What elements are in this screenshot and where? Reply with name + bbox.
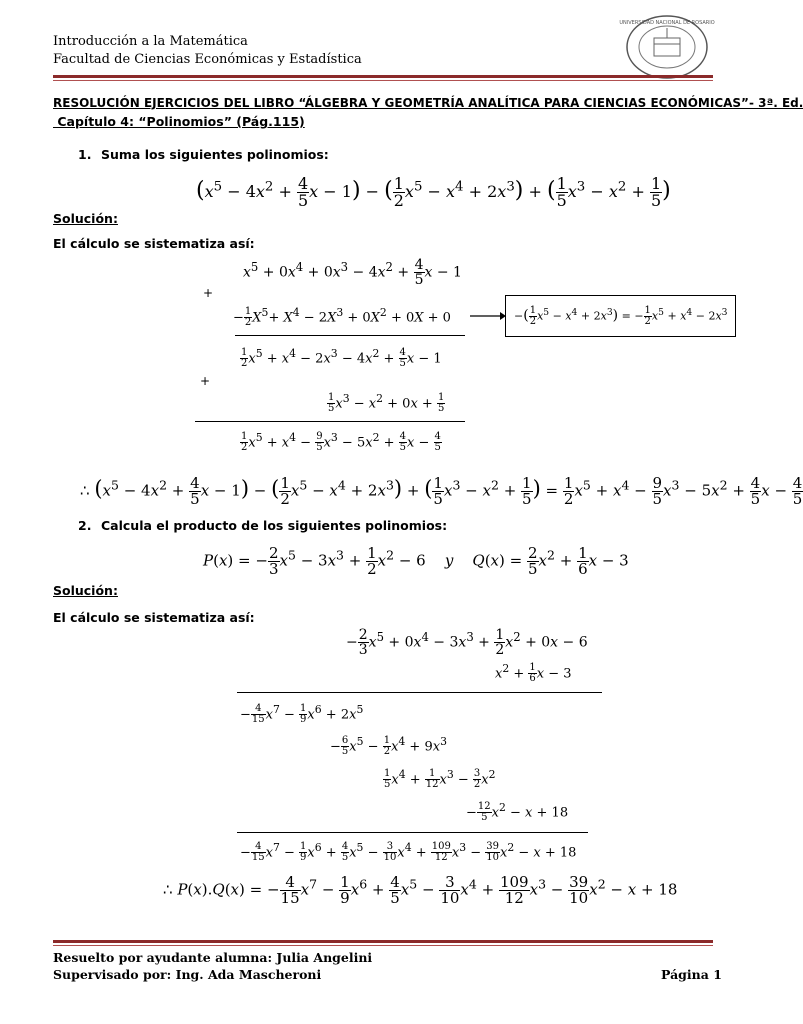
ex1-row3: $\frac{1}{2}$ $x^5 + x^4 - 2x^3 - 4x^2$ + $\frac{4}{5}$ x − 1: [241, 347, 442, 370]
ex2-number: 2.: [78, 518, 92, 533]
ex1-prompt: Suma los siguientes polinomios:: [101, 147, 329, 162]
seal-text: UNIVERSIDAD NACIONAL DE ROSARIO: [619, 20, 715, 26]
ex1-statement: ($x^5 - 4x^2$ + $\frac{4}{5}$ x − 1) − ( $\frac{1}{2}$ $x^5 - x^4 + 2x^3$) + ( $\frac{1}{5}$ $x^3 - x^2$ + $\frac{1}{5}$ ): [196, 174, 671, 210]
footer-author: Resuelto por ayudante alumna: Julia Angelini: [53, 950, 373, 965]
ex1-therefore: ∴: [80, 481, 90, 500]
ex2-row1: − $\frac{2}{3}$ $x^5 + 0x^4 - 3x^3$ + $\frac{1}{2}$ $x^2 + 0x - 6$: [346, 627, 588, 658]
ex2-product-line-2: [237, 832, 588, 833]
ex1-final-result: ∴ ($x^5 - 4x^2$ + $\frac{4}{5}$ x − 1) − ( $\frac{1}{2}$ $x^5 - x^4 + 2x^3$) + ( $\frac{1}{5}$ $x^3 - x^2$ + $\frac{1}{5}$ ) = $\frac{1}{2}$ $x^5 + x^4$ − $\frac{9}{5}$ $x^3 - 5x^2$ + $\frac{4}{5}$ x − $\frac{4}{5}$: [80, 474, 803, 508]
ex2-partial-2: − $\frac{6}{5}$ $x^5$ − $\frac{1}{2}$ $x^4 + 9x^3$: [330, 735, 447, 758]
ex2-prompt: Calcula el producto de los siguientes polinomios:: [101, 518, 448, 533]
ex2-product-line-1: [237, 692, 602, 693]
ex2-row2: $x^2$ + $\frac{1}{6}$ x − 3: [495, 662, 572, 685]
ex1-plus-2: +: [200, 374, 211, 388]
ex1-result-row: $\frac{1}{2}$ $x^5 + x^4$ − $\frac{9}{5}$ $x^3 - 5x^2$ + $\frac{4}{5}$ x − $\frac{4}{5}$: [241, 431, 441, 454]
page-number: Página 1: [661, 967, 722, 982]
ex1-sign-note: −( $\frac{1}{2}$ $x^5 - x^4 + 2x^3$) = − $\frac{1}{2}$ $x^5 + x^4 - 2x^3$: [514, 305, 728, 327]
ex1-sum-line-2: [195, 421, 465, 422]
ex2-and-word: y: [444, 551, 454, 570]
ex2-statement: P(x) = − $\frac{2}{3}$ $x^5 - 3x^3$ + $\frac{1}{2}$ $x^2 - 6$ y Q(x) = $\frac{2}{5}$ $x^2$ + $\frac{1}{6}$ x − 3: [203, 544, 629, 578]
ex2-therefore: ∴: [163, 880, 173, 899]
ex1-number: 1.: [78, 147, 92, 162]
ex2-result-row: − $\frac{4}{15}$ $x^7$ − $\frac{1}{9}$ $x^6$ + $\frac{4}{5}$ $x^5$ − $\frac{3}{10}$ $x^4$ + $\frac{109}{12}$ $x^3$ − $\frac{39}{10}$ $x^2 - x + 18$: [240, 841, 577, 864]
ex2-final-result: ∴ P(x).Q(x) = − $\frac{4}{15}$ $x^7$ − $\frac{1}{9}$ $x^6$ + $\frac{4}{5}$ $x^5$ − $\frac{3}{10}$ $x^4$ + $\frac{109}{12}$ $x^3$ − $\frac{39}{10}$ $x^2 - x + 18$: [163, 873, 678, 907]
ex2-solution-label: Solución:: [53, 583, 118, 598]
ex1-row4: $\frac{1}{5}$ $x^3 - x^2 + 0x$ + $\frac{1}{5}$: [328, 392, 445, 415]
chapter-title: Capítulo 4: “Polinomios” (Pág.115): [53, 114, 305, 129]
header-divider-thin: [53, 80, 713, 81]
arrow-icon: [470, 311, 506, 321]
ex1-method-text: El cálculo se sistematiza así:: [53, 236, 255, 251]
ex2-partial-1: − $\frac{4}{15}$ $x^7$ − $\frac{1}{9}$ $x^6 + 2x^5$: [240, 703, 364, 726]
course-title: Introducción a la Matemática: [53, 34, 248, 49]
document-title: RESOLUCIÓN EJERCICIOS DEL LIBRO “ÁLGEBRA Y GEOMETRÍA ANALÍTICA PARA CIENCIAS ECONÓMICAS”- 3ª. Ed.: [53, 96, 803, 110]
ex2-method-text: El cálculo se sistematiza así:: [53, 610, 255, 625]
ex1-plus-1: +: [203, 286, 214, 300]
faculty-name: Facultad de Ciencias Económicas y Estadística: [53, 52, 362, 67]
footer-supervisor: Supervisado por: Ing. Ada Mascheroni: [53, 967, 322, 982]
header-divider: [53, 75, 713, 78]
ex1-sign-note-box: [505, 295, 736, 337]
ex1-row2: − $\frac{1}{2}$ $X^5+ X^4 - 2X^3 + 0X^2 + 0X + 0$: [233, 306, 451, 329]
ex1-solution-label: Solución:: [53, 211, 118, 226]
ex1-row1: $x^5 + 0x^4 + 0x^3 - 4x^2$ + $\frac{4}{5}$ x − 1: [243, 257, 462, 288]
ex2-partial-3: $\frac{1}{5}$ $x^4$ + $\frac{1}{12}$ $x^3$ − $\frac{3}{2}$ $x^2$: [384, 768, 496, 791]
footer-divider: [53, 940, 713, 943]
university-seal-icon: [619, 14, 715, 80]
ex2-partial-4: − $\frac{12}{5}$ $x^2 - x + 18$: [466, 801, 569, 824]
footer-divider-thin: [53, 945, 713, 946]
ex1-sum-line-1: [235, 335, 465, 336]
